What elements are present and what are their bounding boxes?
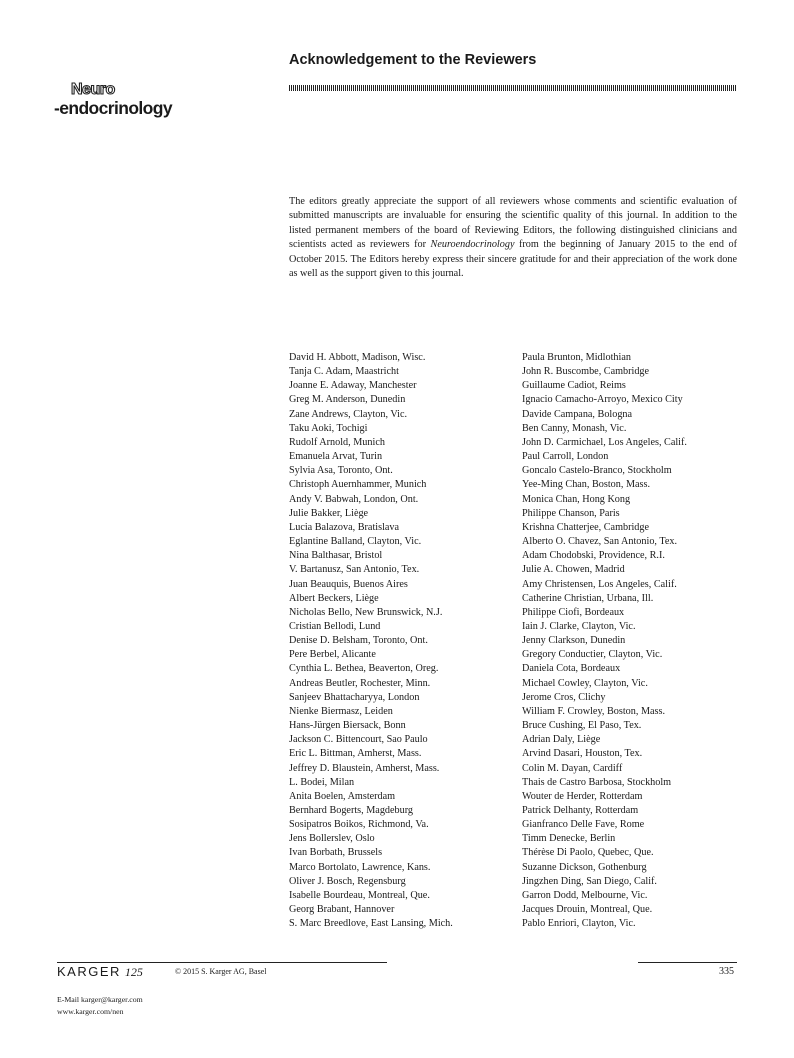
reviewer-entry: Sosipatros Boikos, Richmond, Va. <box>289 819 429 831</box>
reviewer-entry: Zane Andrews, Clayton, Vic. <box>289 408 408 420</box>
reviewer-entry: Emanuela Arvat, Turin <box>289 451 383 463</box>
reviewer-entry: Alberto O. Chavez, San Antonio, Tex. <box>522 536 677 548</box>
page-number: 335 <box>719 966 734 977</box>
reviewer-entry: Joanne E. Adaway, Manchester <box>289 380 417 392</box>
reviewer-entry: Eglantine Balland, Clayton, Vic. <box>289 536 422 548</box>
reviewer-entry: Andreas Beutler, Rochester, Minn. <box>289 677 431 689</box>
reviewer-entry: Oliver J. Bosch, Regensburg <box>289 875 406 887</box>
reviewer-entry: Ignacio Camacho-Arroyo, Mexico City <box>522 394 683 406</box>
title-hatched-rule <box>289 85 737 91</box>
reviewer-entry: L. Bodei, Milan <box>289 776 355 788</box>
reviewer-entry: Garron Dodd, Melbourne, Vic. <box>522 889 648 901</box>
reviewer-entry: Adam Chodobski, Providence, R.I. <box>522 550 665 562</box>
reviewer-entry: Eric L. Bittman, Amherst, Mass. <box>289 748 422 760</box>
reviewer-entry: Monica Chan, Hong Kong <box>522 493 631 505</box>
reviewer-entry: Lucia Balazova, Bratislava <box>289 521 400 533</box>
reviewer-entry: Jeffrey D. Blaustein, Amherst, Mass. <box>289 762 440 774</box>
reviewer-entry: Jens Bollerslev, Oslo <box>289 833 375 845</box>
reviewer-entry: Adrian Daly, Liège <box>522 734 601 746</box>
article-title: Acknowledgement to the Reviewers <box>289 52 537 68</box>
reviewer-entry: Jingzhen Ding, San Diego, Calif. <box>522 875 657 887</box>
journal-logo-bottom: -endocrinology <box>54 98 172 118</box>
journal-logo <box>54 82 194 122</box>
reviewer-entry: Davide Campana, Bologna <box>522 408 633 420</box>
reviewer-entry: Colin M. Dayan, Cardiff <box>522 762 623 774</box>
reviewer-entry: Gianfranco Delle Fave, Rome <box>522 819 645 831</box>
anniversary-mark: 125 <box>124 965 143 979</box>
reviewer-entry: David H. Abbott, Madison, Wisc. <box>289 352 426 363</box>
reviewer-entry: Pere Berbel, Alicante <box>289 649 376 661</box>
reviewer-entry: Isabelle Bourdeau, Montreal, Que. <box>289 889 430 901</box>
reviewer-entry: V. Bartanusz, San Antonio, Tex. <box>289 564 420 576</box>
reviewer-entry: Arvind Dasari, Houston, Tex. <box>522 748 643 760</box>
reviewer-entry: Timm Denecke, Berlin <box>522 833 616 845</box>
reviewer-entry: Marco Bortolato, Lawrence, Kans. <box>289 861 431 873</box>
reviewer-entry: Krishna Chatterjee, Cambridge <box>522 521 650 533</box>
reviewer-entry: Paula Brunton, Midlothian <box>522 352 631 363</box>
reviewer-entry: Cynthia L. Bethea, Beaverton, Oreg. <box>289 663 439 675</box>
reviewer-entry: Jerome Cros, Clichy <box>522 691 606 703</box>
reviewer-entry: Daniela Cota, Bordeaux <box>522 663 621 675</box>
reviewer-entry: Julie A. Chowen, Madrid <box>522 564 625 576</box>
reviewer-entry: Wouter de Herder, Rotterdam <box>522 790 643 802</box>
contact-website[interactable]: www.karger.com/nen <box>57 1007 124 1016</box>
reviewer-entry: John D. Carmichael, Los Angeles, Calif. <box>522 436 687 448</box>
intro-text-end: from the beginning of January 2015 to the end of October 2015. The Editors hereby express their sincere gratitude for and their appreciation of the work done as well as the support given to this journal. <box>289 239 737 280</box>
reviewer-entry: Rudolf Arnold, Munich <box>289 436 385 448</box>
intro-journal-name: Neuroendocrinology <box>430 239 515 251</box>
reviewer-entry: Michael Cowley, Clayton, Vic. <box>522 677 648 689</box>
reviewer-entry: Georg Brabant, Hannover <box>289 904 395 916</box>
reviewer-entry: Paul Carroll, London <box>522 451 609 463</box>
reviewer-entry: Philippe Chanson, Paris <box>522 507 620 519</box>
reviewer-entry: Cristian Bellodi, Lund <box>289 620 381 632</box>
reviewer-entry: Julie Bakker, Liège <box>289 507 369 519</box>
reviewer-entry: Goncalo Castelo-Branco, Stockholm <box>522 465 672 477</box>
reviewer-entry: Amy Christensen, Los Angeles, Calif. <box>522 578 677 590</box>
reviewer-entry: S. Marc Breedlove, East Lansing, Mich. <box>289 918 453 930</box>
reviewer-entry: Christoph Auernhammer, Munich <box>289 479 427 491</box>
reviewer-list-column-1 <box>289 351 453 931</box>
reviewer-entry: Jenny Clarkson, Dunedin <box>522 635 626 647</box>
reviewer-entry: John R. Buscombe, Cambridge <box>522 366 650 378</box>
publisher-name: KARGER <box>57 964 121 979</box>
copyright-notice: © 2015 S. Karger AG, Basel <box>175 967 267 976</box>
reviewer-entry: Catherine Christian, Urbana, Ill. <box>522 592 654 604</box>
reviewer-entry: Denise D. Belsham, Toronto, Ont. <box>289 635 428 647</box>
reviewer-entry: Pablo Enriori, Clayton, Vic. <box>522 918 636 930</box>
reviewer-entry: Jackson C. Bittencourt, Sao Paulo <box>289 734 428 746</box>
reviewer-entry: Tanja C. Adam, Maastricht <box>289 366 399 378</box>
reviewer-entry: Thérèse Di Paolo, Quebec, Que. <box>522 847 654 859</box>
reviewer-entry: Sylvia Asa, Toronto, Ont. <box>289 465 393 477</box>
reviewer-entry: Yee-Ming Chan, Boston, Mass. <box>522 479 651 491</box>
reviewer-entry: Taku Aoki, Tochigi <box>289 422 368 434</box>
footer-rule-right <box>638 962 737 963</box>
reviewer-entry: Nina Balthasar, Bristol <box>289 550 383 562</box>
reviewer-list-column-2 <box>522 351 687 931</box>
reviewer-entry: Gregory Conductier, Clayton, Vic. <box>522 649 663 661</box>
reviewer-entry: Anita Boelen, Amsterdam <box>289 790 396 802</box>
reviewer-entry: William F. Crowley, Boston, Mass. <box>522 705 666 717</box>
reviewer-entry: Patrick Delhanty, Rotterdam <box>522 805 639 816</box>
reviewer-entry: Suzanne Dickson, Gothenburg <box>522 861 647 873</box>
reviewer-entry: Iain J. Clarke, Clayton, Vic. <box>522 620 636 632</box>
intro-paragraph <box>289 195 737 281</box>
reviewer-entry: Albert Beckers, Liège <box>289 592 379 604</box>
journal-logo-top: Neuro <box>71 81 115 98</box>
reviewer-entry: Ivan Borbath, Brussels <box>289 847 383 859</box>
contact-email[interactable]: E-Mail karger@karger.com <box>57 995 143 1004</box>
reviewer-entry: Thais de Castro Barbosa, Stockholm <box>522 776 672 788</box>
reviewer-entry: Andy V. Babwah, London, Ont. <box>289 493 419 505</box>
reviewer-entry: Jacques Drouin, Montreal, Que. <box>522 904 653 916</box>
reviewer-entry: Philippe Ciofi, Bordeaux <box>522 606 625 618</box>
footer-rule-left <box>57 962 387 963</box>
reviewer-entry: Juan Beauquis, Buenos Aires <box>289 578 408 590</box>
reviewer-entry: Hans-Jürgen Biersack, Bonn <box>289 720 406 732</box>
reviewer-entry: Nicholas Bello, New Brunswick, N.J. <box>289 606 443 618</box>
reviewer-entry: Bernhard Bogerts, Magdeburg <box>289 805 414 816</box>
reviewer-entry: Guillaume Cadiot, Reims <box>522 380 626 392</box>
publisher-logo <box>57 964 143 980</box>
reviewer-entry: Bruce Cushing, El Paso, Tex. <box>522 720 642 732</box>
reviewer-entry: Sanjeev Bhattacharyya, London <box>289 691 420 703</box>
intro-text-start: The editors greatly appreciate the support of all reviewers whose comments and scientific evaluation of submitted manuscripts are invaluable for ensuring the scientific quality of this journal. In addition to the listed permanent members of the board of Reviewing Editors, the following distinguished clinicians and scientists acted as reviewers for <box>289 196 737 251</box>
reviewer-entry: Greg M. Anderson, Dunedin <box>289 394 406 406</box>
reviewer-entry: Ben Canny, Monash, Vic. <box>522 422 627 434</box>
reviewer-entry: Nienke Biermasz, Leiden <box>289 705 393 717</box>
